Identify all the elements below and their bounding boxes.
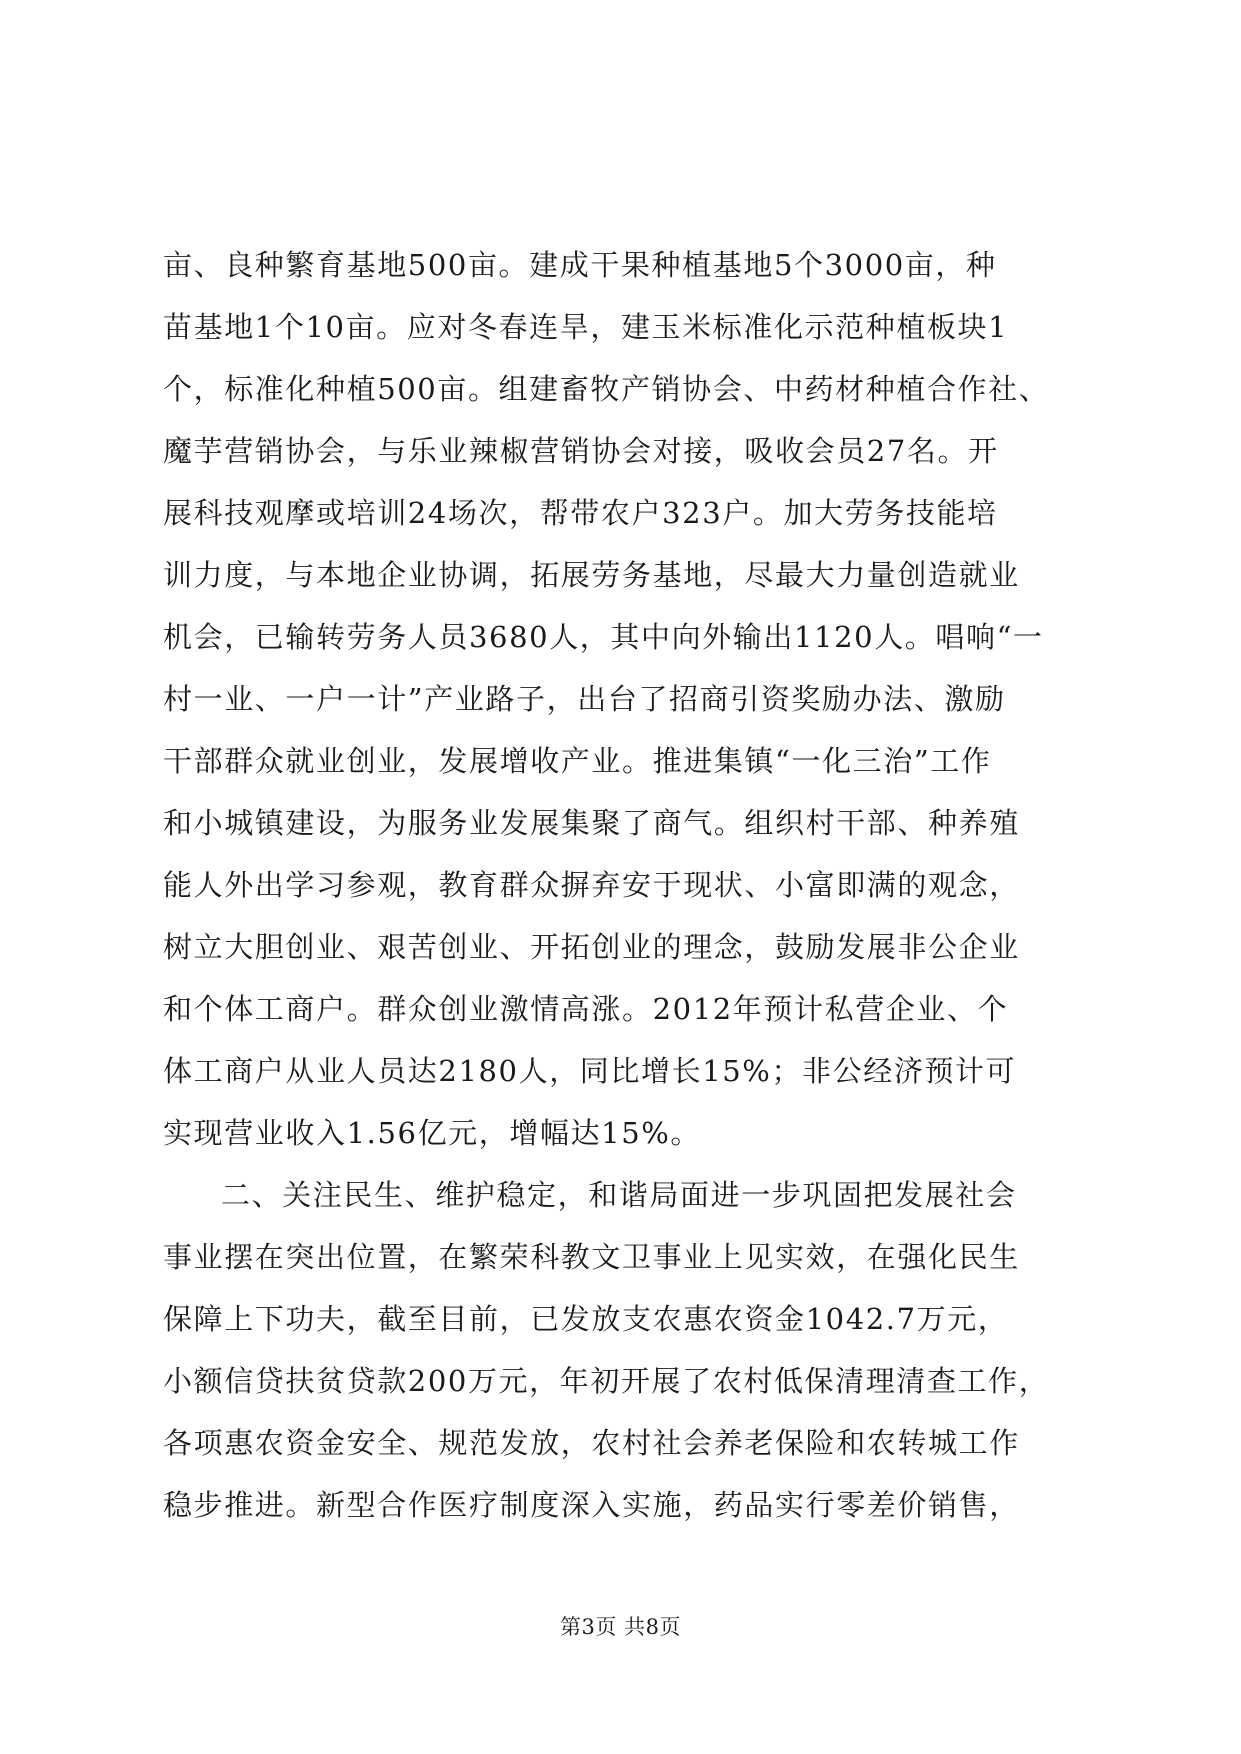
text-line: 个，标准化种植500亩。组建畜牧产销协会、中药材种植合作社、 (163, 372, 1050, 406)
text-line: 各项惠农资金安全、规范发放，农村社会养老保险和农转城工作 (163, 1426, 1020, 1460)
text-line: 树立大胆创业、艰苦创业、开拓创业的理念，鼓励发展非公企业 (163, 930, 1020, 964)
text-line: 训力度，与本地企业协调，拓展劳务基地，尽最大力量创造就业 (163, 558, 1020, 592)
text-line: 事业摆在突出位置，在繁荣科教文卫事业上见实效，在强化民生 (163, 1240, 1020, 1274)
text-line: 展科技观摩或培训24场次，帮带农户323户。加大劳务技能培 (163, 496, 998, 530)
text-line: 保障上下功夫，截至目前，已发放支农惠农资金1042.7万元， (163, 1302, 1009, 1336)
text-line: 能人外出学习参观，教育群众摒弃安于现状、小富即满的观念， (163, 868, 1020, 902)
text-line: 实现营业收入1.56亿元，增幅达15%。 (163, 1116, 702, 1150)
page-number-footer: 第3页 共8页 (560, 1615, 681, 1639)
text-line: 和小城镇建设，为服务业发展集聚了商气。组织村干部、种养殖 (163, 806, 1020, 840)
text-line: 苗基地1个10亩。应对冬春连旱，建玉米标准化示范种植板块1 (163, 310, 1009, 344)
paragraph-start-line: 二、关注民生、维护稳定，和谐局面进一步巩固把发展社会 (221, 1178, 1017, 1212)
body-text (163, 234, 1083, 1536)
text-line: 村一业、一户一计”产业路子，出台了招商引资奖励办法、激励 (163, 682, 1006, 716)
text-line: 小额信贷扶贫贷款200万元，年初开展了农村低保清理清查工作， (163, 1364, 1050, 1398)
text-line: 亩、良种繁育基地500亩。建成干果种植基地5个3000亩，种 (163, 248, 997, 282)
text-line: 和个体工商户。群众创业激情高涨。2012年预计私营企业、个 (163, 992, 1009, 1026)
text-line: 稳步推进。新型合作医疗制度深入实施，药品实行零差价销售， (163, 1488, 1020, 1522)
text-line: 体工商户从业人员达2180人，同比增长15%；非公经济预计可 (163, 1054, 1017, 1088)
text-line: 机会，已输转劳务人员3680人，其中向外输出1120人。唱响“一 (163, 620, 1044, 654)
text-line: 魔芋营销协会，与乐业辣椒营销协会对接，吸收会员27名。开 (163, 434, 999, 468)
text-line: 干部群众就业创业，发展增收产业。推进集镇“一化三治”工作 (163, 744, 992, 778)
